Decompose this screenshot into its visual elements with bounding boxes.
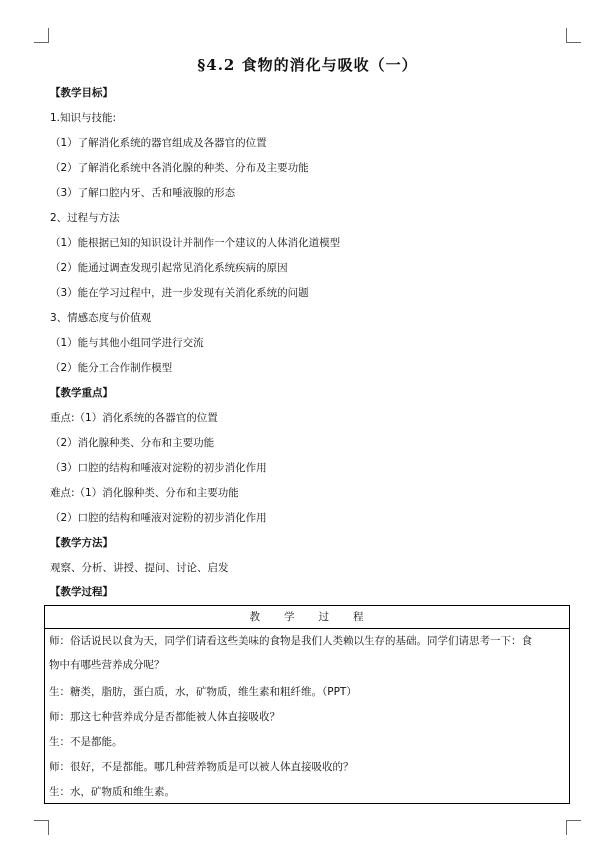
method-heading: 【教学方法】 xyxy=(50,537,113,549)
goal-item: （1）了解消化系统的器官组成及各器官的位置 xyxy=(50,137,267,149)
dialogue-line: 师：俗话说民以食为天，同学们请看这些美味的食物是我们人类赖以生存的基础。同学们请思考一下：食 xyxy=(49,635,532,647)
corner-mark-top-right xyxy=(566,28,581,43)
key-point-item: 重点:（1）消化系统的各器官的位置 xyxy=(50,412,218,424)
table-header: 教 学 过 程 xyxy=(45,606,569,629)
goal-item: （1）能根据已知的知识设计并制作一个建议的人体消化道模型 xyxy=(50,237,341,249)
key-point-item: （3）口腔的结构和唾液对淀粉的初步消化作用 xyxy=(50,462,267,474)
goal-item: （3）了解口腔内牙、舌和唾液腺的形态 xyxy=(50,187,236,199)
key-points-heading: 【教学重点】 xyxy=(50,387,113,399)
goals-section-3: 3、情感态度与价值观 xyxy=(50,312,152,324)
teaching-process-table xyxy=(44,605,570,804)
dialogue-line: 物中有哪些营养成分呢？ xyxy=(49,659,165,671)
dialogue-line: 生：糖类，脂肪，蛋白质，水，矿物质，维生素和粗纤维。（PPT） xyxy=(49,686,357,698)
goal-item: （3）能在学习过程中，进一步发现有关消化系统的问题 xyxy=(50,287,309,299)
goal-item: （1）能与其他小组同学进行交流 xyxy=(50,337,204,349)
goal-item: （2）了解消化系统中各消化腺的种类、分布及主要功能 xyxy=(50,162,309,174)
goals-section-2: 2、过程与方法 xyxy=(50,212,120,224)
goal-item: （2）能分工合作制作模型 xyxy=(50,362,173,374)
key-point-item: （2）消化腺种类、分布和主要功能 xyxy=(50,437,215,449)
goal-item: （2）能通过调查发现引起常见消化系统疾病的原因 xyxy=(50,262,288,274)
method-text: 观察、分析、讲授、提问、讨论、启发 xyxy=(50,562,229,574)
goals-heading: 【教学目标】 xyxy=(50,87,113,99)
corner-mark-top-left xyxy=(34,28,49,43)
dialogue-line: 师：那这七种营养成分是否都能被人体直接吸收？ xyxy=(49,711,280,723)
page-title: §4.2 食物的消化与吸收（一） xyxy=(197,56,418,74)
process-heading: 【教学过程】 xyxy=(50,586,113,598)
dialogue-line: 生：水，矿物质和维生素。 xyxy=(49,786,175,798)
difficult-point-item: 难点:（1）消化腺种类、分布和主要功能 xyxy=(50,487,239,499)
goals-section-1: 1.知识与技能: xyxy=(50,112,117,124)
dialogue-line: 师：很好，不是都能。哪几种营养物质是可以被人体直接吸收的？ xyxy=(49,761,354,773)
difficult-point-item: （2）口腔的结构和唾液对淀粉的初步消化作用 xyxy=(50,512,267,524)
dialogue-line: 生：不是都能。 xyxy=(49,736,123,748)
corner-mark-bottom-left xyxy=(34,820,49,835)
corner-mark-bottom-right xyxy=(566,820,581,835)
